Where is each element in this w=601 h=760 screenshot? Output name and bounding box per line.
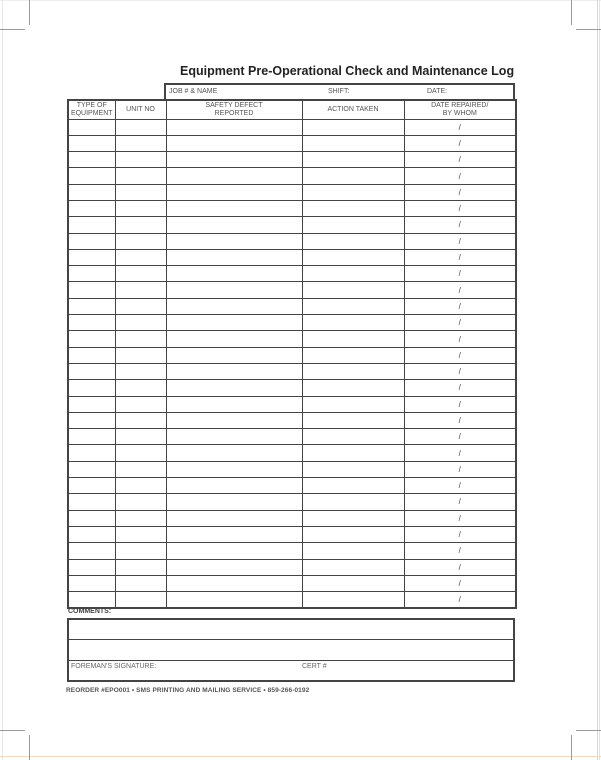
cell-safety-defect[interactable] <box>166 575 302 591</box>
cell-safety-defect[interactable] <box>166 298 302 314</box>
cell-equipment-type[interactable] <box>68 298 115 314</box>
cell-unit-no[interactable] <box>115 347 166 363</box>
cell-action-taken[interactable] <box>302 429 404 445</box>
cell-safety-defect[interactable] <box>166 429 302 445</box>
cell-safety-defect[interactable] <box>166 200 302 216</box>
cell-action-taken[interactable] <box>302 282 404 298</box>
crop-mark-top-right-vertical <box>571 0 572 25</box>
cell-unit-no[interactable] <box>115 429 166 445</box>
crop-mark-bottom-right-horizontal <box>576 730 601 731</box>
table-row <box>68 494 516 510</box>
cell-action-taken[interactable] <box>302 592 404 608</box>
table-row <box>68 168 516 184</box>
cell-action-taken[interactable] <box>302 526 404 542</box>
cell-date-repaired[interactable]: / <box>404 119 516 135</box>
cell-date-repaired[interactable]: / <box>404 266 516 282</box>
cell-action-taken[interactable] <box>302 380 404 396</box>
table-row <box>68 200 516 216</box>
cell-unit-no[interactable] <box>115 331 166 347</box>
cell-action-taken[interactable] <box>302 233 404 249</box>
cell-action-taken[interactable] <box>302 249 404 265</box>
cell-safety-defect[interactable] <box>166 494 302 510</box>
cell-equipment-type[interactable] <box>68 494 115 510</box>
cell-unit-no[interactable] <box>115 200 166 216</box>
table-row <box>68 233 516 249</box>
cell-safety-defect[interactable] <box>166 347 302 363</box>
cell-equipment-type[interactable] <box>68 135 115 151</box>
table-row <box>68 282 516 298</box>
cell-equipment-type[interactable] <box>68 217 115 233</box>
cell-safety-defect[interactable] <box>166 478 302 494</box>
table-row <box>68 135 516 151</box>
cell-safety-defect[interactable] <box>166 168 302 184</box>
table-row <box>68 380 516 396</box>
cell-unit-no[interactable] <box>115 396 166 412</box>
cell-unit-no[interactable] <box>115 543 166 559</box>
cell-equipment-type[interactable] <box>68 184 115 200</box>
cell-unit-no[interactable] <box>115 510 166 526</box>
cell-unit-no[interactable] <box>115 575 166 591</box>
cell-safety-defect[interactable] <box>166 233 302 249</box>
page-edge-bottom <box>0 756 601 757</box>
cell-equipment-type[interactable] <box>68 363 115 379</box>
cell-equipment-type[interactable] <box>68 331 115 347</box>
cell-date-repaired[interactable]: / <box>404 217 516 233</box>
cell-unit-no[interactable] <box>115 249 166 265</box>
cell-action-taken[interactable] <box>302 119 404 135</box>
cell-equipment-type[interactable] <box>68 168 115 184</box>
page-edge-top <box>0 0 601 1</box>
cell-date-repaired[interactable]: / <box>404 233 516 249</box>
cell-date-repaired[interactable]: / <box>404 510 516 526</box>
job-info-bar <box>164 83 515 99</box>
table-row <box>68 266 516 282</box>
cell-action-taken[interactable] <box>302 184 404 200</box>
cell-equipment-type[interactable] <box>68 478 115 494</box>
table-row <box>68 249 516 265</box>
cell-date-repaired[interactable]: / <box>404 429 516 445</box>
cell-action-taken[interactable] <box>302 559 404 575</box>
cell-equipment-type[interactable] <box>68 152 115 168</box>
cell-unit-no[interactable] <box>115 315 166 331</box>
table-row <box>68 331 516 347</box>
job-name-field[interactable]: JOB # & NAME <box>169 88 218 95</box>
cell-action-taken[interactable] <box>302 363 404 379</box>
cell-unit-no[interactable] <box>115 298 166 314</box>
cell-date-repaired[interactable]: / <box>404 592 516 608</box>
column-header-unit-no: UNIT NO <box>115 100 166 119</box>
comments-label: COMMENTS: <box>68 608 112 615</box>
crop-mark-bottom-left-vertical <box>29 735 30 760</box>
cell-action-taken[interactable] <box>302 315 404 331</box>
cell-safety-defect[interactable] <box>166 380 302 396</box>
cell-equipment-type[interactable] <box>68 510 115 526</box>
cell-equipment-type[interactable] <box>68 445 115 461</box>
table-row <box>68 315 516 331</box>
table-row <box>68 559 516 575</box>
cell-unit-no[interactable] <box>115 380 166 396</box>
table-row <box>68 396 516 412</box>
cell-date-repaired[interactable]: / <box>404 135 516 151</box>
crop-mark-bottom-right-vertical <box>571 735 572 760</box>
cell-action-taken[interactable] <box>302 331 404 347</box>
cell-date-repaired[interactable]: / <box>404 575 516 591</box>
form-title: Equipment Pre-Operational Check and Maintenance Log <box>180 64 515 78</box>
cell-equipment-type[interactable] <box>68 266 115 282</box>
cell-date-repaired[interactable]: / <box>404 331 516 347</box>
cell-safety-defect[interactable] <box>166 526 302 542</box>
cell-unit-no[interactable] <box>115 217 166 233</box>
cell-equipment-type[interactable] <box>68 396 115 412</box>
cell-date-repaired[interactable]: / <box>404 249 516 265</box>
cell-safety-defect[interactable] <box>166 266 302 282</box>
cell-date-repaired[interactable]: / <box>404 363 516 379</box>
cell-safety-defect[interactable] <box>166 412 302 428</box>
log-rows <box>68 119 516 608</box>
cell-equipment-type[interactable] <box>68 249 115 265</box>
table-row <box>68 478 516 494</box>
cell-equipment-type[interactable] <box>68 282 115 298</box>
cell-safety-defect[interactable] <box>166 461 302 477</box>
cell-date-repaired[interactable]: / <box>404 526 516 542</box>
cell-equipment-type[interactable] <box>68 380 115 396</box>
table-row <box>68 429 516 445</box>
cell-safety-defect[interactable] <box>166 543 302 559</box>
cell-unit-no[interactable] <box>115 135 166 151</box>
cell-unit-no[interactable] <box>115 184 166 200</box>
cell-action-taken[interactable] <box>302 478 404 494</box>
cell-date-repaired[interactable]: / <box>404 200 516 216</box>
cell-safety-defect[interactable] <box>166 119 302 135</box>
crop-mark-top-right-horizontal <box>576 29 601 30</box>
cell-date-repaired[interactable]: / <box>404 315 516 331</box>
table-row <box>68 461 516 477</box>
page-edge-left <box>2 0 3 760</box>
cell-unit-no[interactable] <box>115 119 166 135</box>
cell-unit-no[interactable] <box>115 282 166 298</box>
cell-unit-no[interactable] <box>115 559 166 575</box>
cell-equipment-type[interactable] <box>68 200 115 216</box>
cell-unit-no[interactable] <box>115 152 166 168</box>
cell-safety-defect[interactable] <box>166 152 302 168</box>
cell-unit-no[interactable] <box>115 266 166 282</box>
table-row <box>68 363 516 379</box>
cell-action-taken[interactable] <box>302 266 404 282</box>
cell-equipment-type[interactable] <box>68 461 115 477</box>
page-edge-right-outer <box>599 0 600 760</box>
table-row <box>68 347 516 363</box>
cell-safety-defect[interactable] <box>166 217 302 233</box>
cell-action-taken[interactable] <box>302 412 404 428</box>
column-header-safety-defect: SAFETY DEFECT REPORTED <box>166 100 302 119</box>
table-row <box>68 526 516 542</box>
cell-action-taken[interactable] <box>302 200 404 216</box>
table-row <box>68 184 516 200</box>
cell-safety-defect[interactable] <box>166 396 302 412</box>
cell-safety-defect[interactable] <box>166 331 302 347</box>
cell-date-repaired[interactable]: / <box>404 445 516 461</box>
cell-safety-defect[interactable] <box>166 445 302 461</box>
cell-safety-defect[interactable] <box>166 363 302 379</box>
comments-line <box>69 639 513 640</box>
cell-unit-no[interactable] <box>115 363 166 379</box>
cell-action-taken[interactable] <box>302 494 404 510</box>
crop-mark-top-left-vertical <box>29 0 30 25</box>
table-row <box>68 592 516 608</box>
cell-action-taken[interactable] <box>302 347 404 363</box>
cell-date-repaired[interactable]: / <box>404 478 516 494</box>
cell-unit-no[interactable] <box>115 592 166 608</box>
cell-safety-defect[interactable] <box>166 184 302 200</box>
crop-mark-top-left-horizontal <box>0 29 25 30</box>
cell-unit-no[interactable] <box>115 461 166 477</box>
cell-date-repaired[interactable]: / <box>404 396 516 412</box>
cell-action-taken[interactable] <box>302 543 404 559</box>
cell-equipment-type[interactable] <box>68 575 115 591</box>
table-row <box>68 510 516 526</box>
maintenance-log-table <box>67 99 517 609</box>
cell-date-repaired[interactable]: / <box>404 380 516 396</box>
cell-date-repaired[interactable]: / <box>404 559 516 575</box>
cell-unit-no[interactable] <box>115 445 166 461</box>
cell-action-taken[interactable] <box>302 152 404 168</box>
column-header-action-taken: ACTION TAKEN <box>302 100 404 119</box>
cell-unit-no[interactable] <box>115 494 166 510</box>
cell-action-taken[interactable] <box>302 461 404 477</box>
foreman-signature-label: FOREMAN'S SIGNATURE: <box>71 663 157 670</box>
reorder-footer: REORDER #EPO001 • SMS PRINTING AND MAILING SERVICE • 859-266-0192 <box>66 687 310 694</box>
cell-date-repaired[interactable]: / <box>404 494 516 510</box>
page-edge-right <box>597 0 598 760</box>
cell-date-repaired[interactable]: / <box>404 184 516 200</box>
cell-equipment-type[interactable] <box>68 543 115 559</box>
cell-action-taken[interactable] <box>302 510 404 526</box>
table-row <box>68 543 516 559</box>
table-row <box>68 298 516 314</box>
cell-date-repaired[interactable]: / <box>404 461 516 477</box>
cell-date-repaired[interactable]: / <box>404 282 516 298</box>
column-header-date-repaired: DATE REPAIRED/ BY WHOM <box>404 100 516 119</box>
cell-safety-defect[interactable] <box>166 592 302 608</box>
comments-box[interactable] <box>67 618 515 682</box>
cell-date-repaired[interactable]: / <box>404 168 516 184</box>
cell-unit-no[interactable] <box>115 233 166 249</box>
table-row <box>68 575 516 591</box>
cell-action-taken[interactable] <box>302 575 404 591</box>
cell-safety-defect[interactable] <box>166 282 302 298</box>
cell-unit-no[interactable] <box>115 478 166 494</box>
cell-action-taken[interactable] <box>302 135 404 151</box>
cell-safety-defect[interactable] <box>166 135 302 151</box>
cell-equipment-type[interactable] <box>68 347 115 363</box>
table-row <box>68 152 516 168</box>
cell-equipment-type[interactable] <box>68 526 115 542</box>
column-header-equipment-type: TYPE OF EQUIPMENT <box>68 100 115 119</box>
cell-date-repaired[interactable]: / <box>404 543 516 559</box>
cell-safety-defect[interactable] <box>166 510 302 526</box>
cell-equipment-type[interactable] <box>68 429 115 445</box>
cell-action-taken[interactable] <box>302 168 404 184</box>
cell-date-repaired[interactable]: / <box>404 347 516 363</box>
cell-equipment-type[interactable] <box>68 233 115 249</box>
cell-equipment-type[interactable] <box>68 119 115 135</box>
cell-safety-defect[interactable] <box>166 315 302 331</box>
cell-equipment-type[interactable] <box>68 412 115 428</box>
cell-equipment-type[interactable] <box>68 315 115 331</box>
cell-date-repaired[interactable]: / <box>404 412 516 428</box>
cell-unit-no[interactable] <box>115 412 166 428</box>
date-field[interactable]: DATE: <box>427 88 448 95</box>
cell-safety-defect[interactable] <box>166 249 302 265</box>
cell-equipment-type[interactable] <box>68 592 115 608</box>
table-header-row <box>68 100 516 119</box>
cell-safety-defect[interactable] <box>166 559 302 575</box>
cell-equipment-type[interactable] <box>68 559 115 575</box>
cell-action-taken[interactable] <box>302 396 404 412</box>
cell-date-repaired[interactable]: / <box>404 298 516 314</box>
table-row <box>68 217 516 233</box>
cell-unit-no[interactable] <box>115 526 166 542</box>
table-row <box>68 445 516 461</box>
crop-mark-bottom-left-horizontal <box>0 730 25 731</box>
shift-field[interactable]: SHIFT: <box>328 88 350 95</box>
table-row <box>68 119 516 135</box>
cert-number-label: CERT # <box>302 663 327 670</box>
cell-action-taken[interactable] <box>302 217 404 233</box>
cell-action-taken[interactable] <box>302 445 404 461</box>
table-row <box>68 412 516 428</box>
cell-action-taken[interactable] <box>302 298 404 314</box>
signature-divider <box>69 660 513 661</box>
cell-unit-no[interactable] <box>115 168 166 184</box>
cell-date-repaired[interactable]: / <box>404 152 516 168</box>
